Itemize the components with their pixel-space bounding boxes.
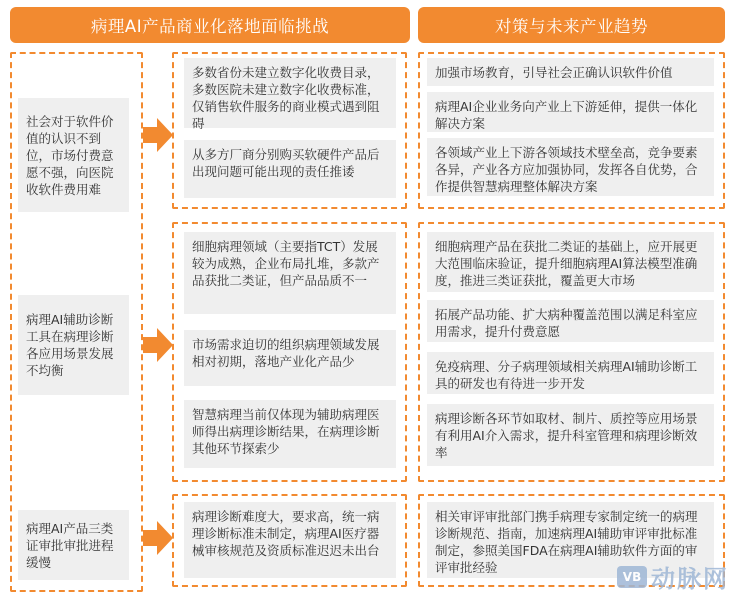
measure-text: 细胞病理产品在获批二类证的基础上，应开展更大范围临床验证，提升细胞病理AI算法模型准确度，推进三类证获批，覆盖更大市场 [435,239,698,288]
measure-box [427,232,714,292]
measure-text: 病理诊断各环节如取材、制片、质控等应用场景有利用AI介入需求，提升科室管理和病理诊断效率 [435,411,698,460]
reason-box [184,58,396,131]
measure-text: 各领域产业上下游各领域技术壁垒高，竞争要素各异，产业各方应加强协同，发挥各自优势，合作提供智慧病理整体解决方案 [435,145,698,194]
measure-box [427,352,714,394]
arrow-right-icon [143,521,173,555]
reason-box [184,502,396,578]
reason-box [184,232,396,314]
watermark-logo-icon: VB [617,566,647,588]
challenge-box-2 [18,295,129,395]
reason-box [184,140,396,198]
watermark-text: 动脉网 [651,565,729,593]
measure-box [427,404,714,466]
measure-box [427,300,714,342]
measure-text: 免疫病理、分子病理领域相关病理AI辅助诊断工具的研发也有待进一步开发 [435,359,698,391]
measure-box [427,92,714,132]
reason-text: 从多方厂商分别购买软硬件产品后出现问题可能出现的责任推诿 [192,147,380,179]
arrow-right-icon [143,328,173,362]
reason-text: 智慧病理当前仅体现为辅助病理医师得出病理诊断结果，在病理诊断其他环节探索少 [192,407,380,456]
measure-box [427,58,714,86]
watermark [617,559,729,594]
measure-box [427,138,714,196]
challenge-text-2: 病理AI辅助诊断工具在病理诊断各应用场景发展不均衡 [26,312,114,378]
header-challenges [10,7,410,43]
measure-text: 拓展产品功能、扩大病种覆盖范围以满足科室应用需求，提升付费意愿 [435,307,698,339]
measure-text: 加强市场教育，引导社会正确认识软件价值 [435,65,673,80]
measure-text: 相关审评审批部门携手病理专家制定统一的病理诊断规范、指南，加速病理AI辅助审评审批标准制定，参照美国FDA在病理AI辅助软件方面的审评审批经验 [435,509,698,575]
arrow-right-icon [143,118,173,152]
header-measures-text: 对策与未来产业趋势 [495,17,648,36]
measure-text: 病理AI企业业务向产业上下游延伸，提供一体化解决方案 [435,99,698,131]
reason-box [184,400,396,468]
header-challenges-text: 病理AI产品商业化落地面临挑战 [90,17,330,36]
challenge-box-1 [18,98,129,212]
reason-text: 细胞病理领域（主要指TCT）发展较为成熟，企业布局扎堆，多款产品获批二类证，但产品品质不一 [192,239,380,288]
challenge-text-3: 病理AI产品三类证审批审批进程缓慢 [26,520,114,570]
reason-text: 多数省份未建立数字化收费目录，多数医院未建立数字化收费标准，仅销售软件服务的商业模式遇到阻碍 [192,65,380,131]
challenge-text-1: 社会对于软件价值的认识不到位，市场付费意愿不强，向医院收软件费用难 [26,113,114,197]
header-measures [418,7,725,43]
reason-box [184,330,396,386]
reason-text: 病理诊断难度大，要求高，统一病理诊断标准未制定，病理AI医疗器械审核规范及资质标准迟迟未出台 [192,509,380,558]
reason-text: 市场需求迫切的组织病理领域发展相对初期，落地产业化产品少 [192,337,380,369]
challenge-box-3 [18,510,129,580]
